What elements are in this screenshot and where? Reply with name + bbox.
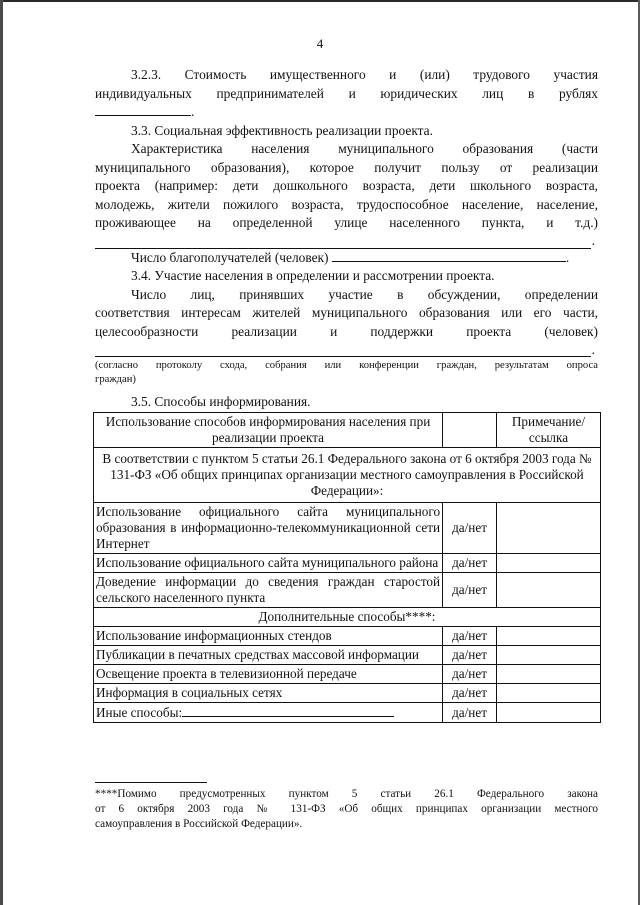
participants-note-line1: (согласно протоколу схода, собрания или конференции граждан, результатам опроса bbox=[95, 360, 598, 371]
yes-no-value[interactable]: да/нет bbox=[443, 646, 497, 665]
method-text: Использование официального сайта муниципального образования в информационно-телекоммуникационной сети Интернет bbox=[94, 503, 443, 554]
note-cell[interactable] bbox=[496, 703, 600, 723]
table-row bbox=[94, 684, 601, 703]
note-cell[interactable] bbox=[496, 646, 600, 665]
note-cell[interactable] bbox=[496, 503, 600, 554]
note-cell[interactable] bbox=[496, 573, 600, 608]
federal-law-heading: В соответствии с пунктом 5 статьи 26.1 Федерального закона от 6 октября 2003 года № 131-ФЗ «Об общих принципах организации местного самоуправления в Российской Федерации»: bbox=[94, 448, 601, 503]
footnote bbox=[95, 787, 598, 832]
yes-no-value[interactable]: да/нет bbox=[443, 665, 497, 684]
note-cell[interactable] bbox=[496, 627, 600, 646]
header-methods: Использование способов информирования населения при реализации проекта bbox=[94, 413, 443, 448]
yes-no-value[interactable]: да/нет bbox=[443, 573, 497, 608]
characteristic-line-1: Характеристика населения муниципального образования (части bbox=[131, 141, 598, 156]
method-text: Информация в социальных сетях bbox=[94, 684, 443, 703]
table-row bbox=[94, 627, 601, 646]
participants-note-line2: граждан) bbox=[95, 374, 136, 385]
footnote-line2: от 6 октября 2003 года № 131-ФЗ «Об общих принципах организации местного bbox=[95, 803, 598, 815]
characteristic-line-5: проживающее на определенной улице населенного пункта, и т.д.) bbox=[95, 215, 598, 230]
table-row bbox=[94, 503, 601, 554]
method-text: Публикации в печатных средствах массовой информации bbox=[94, 646, 443, 665]
additional-methods-heading: Дополнительные способы****: bbox=[94, 608, 601, 627]
scan-border-left bbox=[0, 0, 3, 905]
section-3-4-title: 3.4. Участие населения в определении и рассмотрении проекта. bbox=[131, 268, 495, 283]
method-text bbox=[94, 703, 443, 723]
document-body bbox=[95, 66, 598, 412]
table-row bbox=[94, 646, 601, 665]
table-header-row bbox=[94, 413, 601, 448]
cost-fill-blank[interactable] bbox=[95, 103, 191, 116]
method-text: Освещение проекта в телевизионной передаче bbox=[94, 665, 443, 684]
information-methods-table bbox=[93, 412, 601, 723]
yes-no-value[interactable]: да/нет bbox=[443, 627, 497, 646]
scan-border-top bbox=[0, 0, 640, 2]
footnote-line3: самоуправления в Российской Федерации». bbox=[95, 818, 303, 830]
method-text: Использование информационных стендов bbox=[94, 627, 443, 646]
yes-no-value[interactable]: да/нет bbox=[443, 684, 497, 703]
table-row bbox=[94, 573, 601, 608]
beneficiaries-label: Число благополучателей (человек) bbox=[131, 249, 329, 265]
federal-heading-row bbox=[94, 448, 601, 503]
yes-no-value[interactable]: да/нет bbox=[443, 503, 497, 554]
note-cell[interactable] bbox=[496, 554, 600, 573]
characteristic-line-2: муниципального образования), которое получит пользу от реализации bbox=[95, 159, 598, 175]
beneficiaries-fill-blank[interactable] bbox=[332, 249, 566, 262]
beneficiaries-row bbox=[95, 249, 598, 268]
header-note: Примечание/ ссылка bbox=[496, 413, 600, 448]
characteristic-line-3: проекта (например: дети дошкольного возраста, дети школьного возраста, bbox=[95, 178, 598, 193]
note-cell[interactable] bbox=[496, 684, 600, 703]
table-row bbox=[94, 703, 601, 723]
participants-line-3: целесообразности реализации и поддержки проекта (человек) bbox=[95, 323, 598, 339]
participants-line-2: соответствия интересам жителей муниципального образования или его части, bbox=[95, 305, 598, 320]
table-row bbox=[94, 554, 601, 573]
header-value-cell bbox=[443, 413, 497, 448]
section-3-2-3-line2: индивидуальных предпринимателей и юридических лиц в рублях bbox=[95, 85, 598, 101]
other-methods-fill-blank[interactable] bbox=[182, 704, 394, 717]
section-3-5-title: 3.5. Способы информирования. bbox=[131, 394, 311, 409]
section-3-2-3-line1: 3.2.3. Стоимость имущественного и (или) трудового участия bbox=[131, 67, 598, 82]
footnote-separator bbox=[95, 782, 207, 783]
page-number: 4 bbox=[316, 36, 324, 51]
footnote-line1: ****Помимо предусмотренных пунктом 5 статьи 26.1 Федерального закона bbox=[95, 788, 598, 800]
method-text: Использование официального сайта муниципального района bbox=[94, 554, 443, 573]
section-3-3-title: 3.3. Социальная эффективность реализации проекта. bbox=[131, 122, 433, 138]
table-row bbox=[94, 665, 601, 684]
participants-note bbox=[95, 359, 598, 387]
period: . bbox=[191, 104, 195, 119]
period: . bbox=[565, 249, 570, 265]
characteristic-fill-line[interactable] bbox=[95, 233, 595, 249]
note-cell[interactable] bbox=[496, 665, 600, 684]
period: . bbox=[591, 233, 595, 248]
yes-no-value[interactable]: да/нет bbox=[443, 703, 497, 723]
additional-heading-row bbox=[94, 608, 601, 627]
yes-no-value[interactable]: да/нет bbox=[443, 554, 497, 573]
section-3-2-3-blank-line bbox=[95, 103, 598, 122]
characteristic-line-4: молодежь, жители пожилого возраста, трудоспособное население, население, bbox=[95, 196, 598, 212]
participants-fill-line[interactable] bbox=[95, 341, 595, 357]
other-methods-label: Иные способы: bbox=[96, 705, 183, 720]
participants-line-1: Число лиц, принявших участие в обсуждении, определении bbox=[131, 286, 598, 302]
period: . bbox=[591, 341, 595, 357]
method-text: Доведение информации до сведения граждан старостой сельского населенного пункта bbox=[94, 573, 443, 608]
